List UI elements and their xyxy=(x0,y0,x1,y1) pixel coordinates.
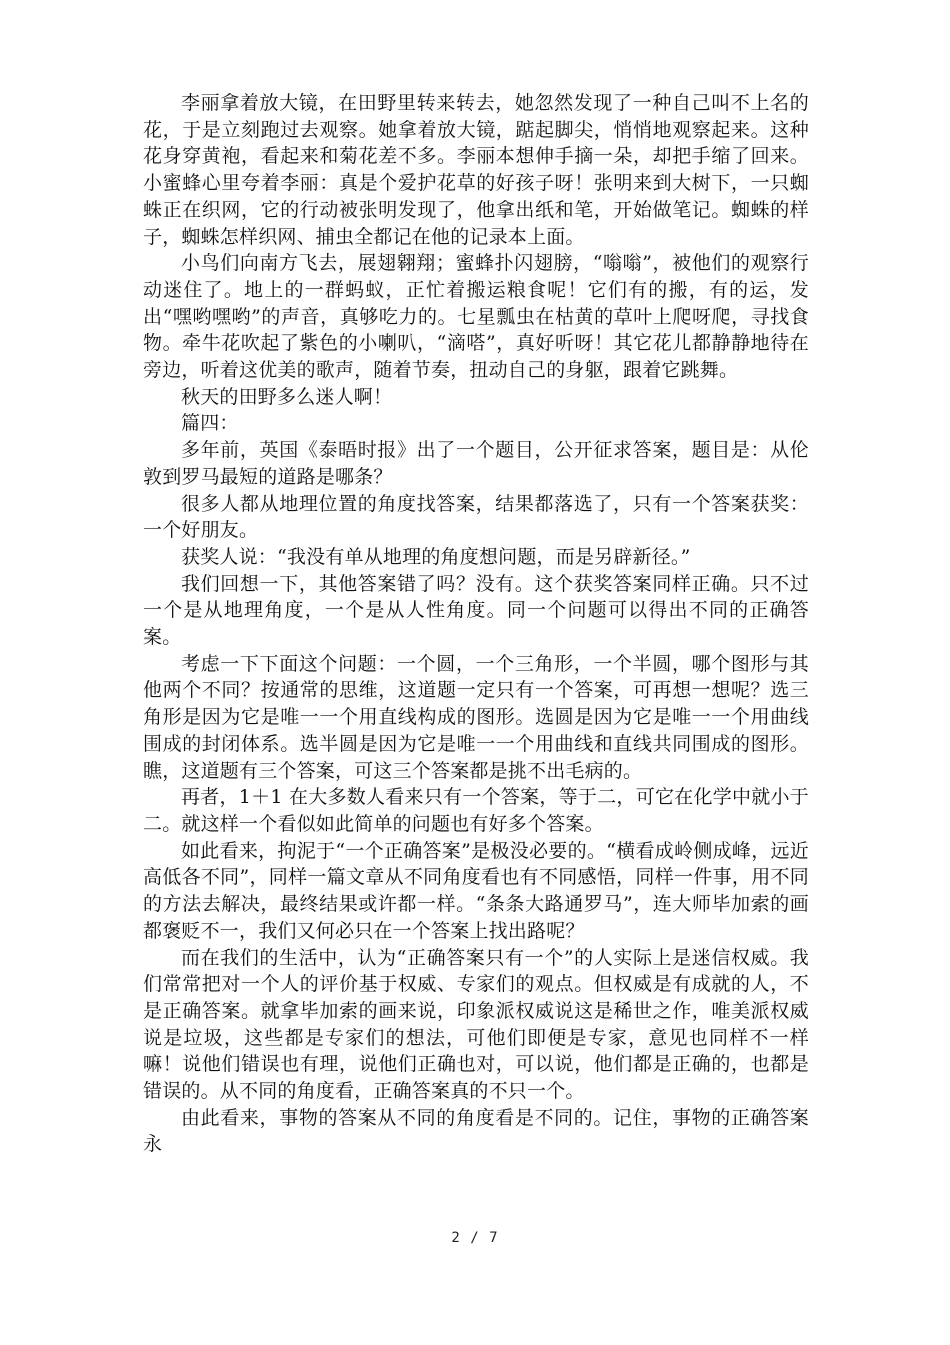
paragraph: 多年前，英国《泰晤时报》出了一个题目，公开征求答案，题目是：从伦敦到罗马最短的道路是哪条？ xyxy=(143,439,809,488)
paragraph: 由此看来，事物的答案从不同的角度看是不同的。记住，事物的正确答案永 xyxy=(143,1106,809,1156)
paragraph: 我们回想一下，其他答案错了吗？没有。这个获奖答案同样正确。只不过一个是从地理角度，一个是从人性角度。同一个问题可以得出不同的正确答案。 xyxy=(143,572,809,649)
paragraph: 很多人都从地理位置的角度找答案，结果都落选了，只有一个答案获奖：一个好朋友。 xyxy=(143,492,809,542)
document-body xyxy=(143,90,809,1158)
paragraph: 李丽拿着放大镜，在田野里转来转去，她忽然发现了一种自己叫不上名的花，于是立刻跑过去观察。她拿着放大镜，踮起脚尖，悄悄地观察起来。这种花身穿黄袍，看起来和菊花差不多。李丽本想伸手摘一朵，却把手缩了回来。小蜜蜂心里夸着李丽：真是个爱护花草的好孩子呀！张明来到大树下，一只蜘蛛正在织网，它的行动被张明发现了，他拿出纸和笔，开始做笔记。蜘蛛的样子，蜘蛛怎样织网、捕虫全都记在他的记录本上面。 xyxy=(143,92,809,248)
paragraph: 考虑一下下面这个问题：一个圆，一个三角形，一个半圆，哪个图形与其他两个不同？按通常的思维，这道题一定只有一个答案，可再想一想呢？选三角形是因为它是唯一一个用直线构成的图形。选圆是因为它是唯一一个用曲线围成的封闭体系。选半圆是因为它是唯一一个用曲线和直线共同围成的图形。瞧，这道题有三个答案，可这三个答案都是挑不出毛病的。 xyxy=(143,652,809,782)
paragraph: 再者，1＋1 在大多数人看来只有一个答案，等于二，可它在化学中就小于二。就这样一个看似如此简单的问题也有好多个答案。 xyxy=(143,786,809,835)
paragraph: 而在我们的生活中，认为“正确答案只有一个”的人实际上是迷信权威。我们常常把对一个人的评价基于权威、专家们的观点。但权威是有成就的人，不是正确答案。就拿毕加索的画来说，印象派权威说这是稀世之作，唯美派权威说是垃圾，这些都是专家们的想法，可他们即便是专家，意见也同样不一样嘛！说他们错误也有理，说他们正确也对，可以说，他们都是正确的，也都是错误的。从不同的角度看，正确答案真的不只一个。 xyxy=(143,946,809,1103)
section-heading: 篇四： xyxy=(181,412,239,435)
paragraph: 秋天的田野多么迷人啊！ xyxy=(181,385,393,408)
paragraph: 如此看来，拘泥于“一个正确答案”是极没必要的。“横看成岭侧成峰，远近高低各不同”，同样一篇文章从不同角度看也有不同感悟，同样一件事，用不同的方法去解决，最终结果或许都一样。“条条大路通罗马”，连大师毕加索的画都褒贬不一，我们又何必只在一个答案上找出路呢？ xyxy=(143,839,809,942)
paragraph: 获奖人说：“我没有单从地理的角度想问题，而是另辟新径。” xyxy=(181,545,691,568)
page-number: 2 / 7 xyxy=(451,1230,499,1246)
paragraph: 小鸟们向南方飞去，展翅翱翔；蜜蜂扑闪翅膀，“嗡嗡”，被他们的观察行动迷住了。地上的一群蚂蚁，正忙着搬运粮食呢！它们有的搬，有的运，发出“嘿哟嘿哟”的声音，真够吃力的。七星瓢虫在枯黄的草叶上爬呀爬，寻找食物。牵牛花吹起了紫色的小喇叭，“滴嗒”，真好听呀！其它花儿都静静地待在旁边，听着这优美的歌声，随着节奏，扭动自己的身躯，跟着它跳舞。 xyxy=(143,252,809,382)
